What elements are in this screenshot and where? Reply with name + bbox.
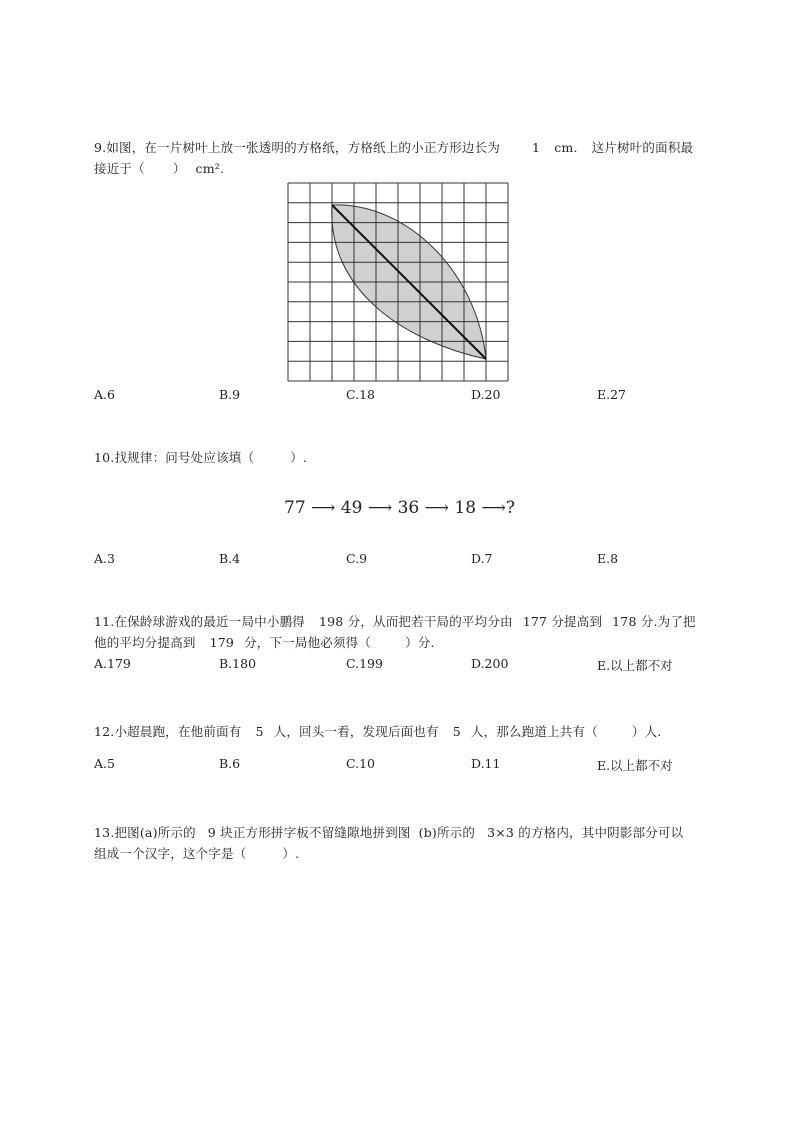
q11-text-f: 分，下一局他必须得（ bbox=[244, 635, 372, 650]
q13-text-f: ）. bbox=[282, 846, 300, 861]
q12-option-e[interactable]: E.以上都不对 bbox=[597, 758, 673, 773]
q12-text-e: 人，那么跑道上共有（ bbox=[470, 724, 598, 739]
q13-text-c: (b)所示的 bbox=[418, 825, 476, 840]
q12-option-b[interactable]: B.6 bbox=[219, 756, 241, 771]
q10-text: 10.找规律：问号处应该填（ bbox=[94, 450, 255, 465]
q10-text-end: ）. bbox=[290, 450, 308, 465]
q10-line bbox=[94, 447, 307, 468]
q9-side-length: 1 bbox=[532, 140, 541, 155]
q13-text-a: 13.把图(a)所示的 bbox=[94, 825, 196, 840]
q12-option-c[interactable]: C.10 bbox=[346, 756, 375, 771]
q9-text-tail: 这片树叶的面积最 bbox=[591, 140, 694, 155]
q9-option-e[interactable]: E.27 bbox=[597, 387, 627, 402]
q13-text-e: 组成一个汉字，这个字是（ bbox=[94, 846, 247, 861]
q10-option-e[interactable]: E.8 bbox=[597, 551, 619, 566]
q9-line1 bbox=[94, 137, 693, 158]
q11-option-a[interactable]: A.179 bbox=[94, 656, 131, 671]
q9-blank-close: ） bbox=[172, 161, 186, 176]
q9-text: 9.如图，在一片树叶上放一张透明的方格纸，方格纸上的小正方形边长为 bbox=[94, 140, 501, 155]
q9-option-d[interactable]: D.20 bbox=[471, 387, 501, 402]
q13-line2 bbox=[94, 843, 299, 864]
q12-option-a[interactable]: A.5 bbox=[94, 756, 115, 771]
q11-option-e[interactable]: E.以上都不对 bbox=[597, 658, 673, 673]
q11-text-g: ）分. bbox=[405, 635, 435, 650]
q12-front-count: 5 bbox=[255, 724, 264, 739]
q9-option-c[interactable]: C.18 bbox=[346, 387, 375, 402]
q12-option-d[interactable]: D.11 bbox=[471, 756, 501, 771]
q11-text-e: 他的平均分提高到 bbox=[94, 635, 196, 650]
q10-option-a[interactable]: A.3 bbox=[94, 551, 115, 566]
q9-option-a[interactable]: A.6 bbox=[94, 387, 115, 402]
q13-text-b: 9 块正方形拼字板不留缝隙地拼到图 bbox=[207, 825, 411, 840]
q9-option-b[interactable]: B.9 bbox=[219, 387, 241, 402]
q12-text-f: ）人. bbox=[631, 724, 662, 739]
q12-text-a: 12.小超晨跑，在他前面有 bbox=[94, 724, 242, 739]
q10-option-d[interactable]: D.7 bbox=[471, 551, 493, 566]
q9-line2 bbox=[94, 158, 224, 179]
q10-option-c[interactable]: C.9 bbox=[346, 551, 368, 566]
q12-text-c: 人，回头一看，发现后面也有 bbox=[273, 724, 439, 739]
q11-option-b[interactable]: B.180 bbox=[219, 656, 257, 671]
q11-text-b: 198 分，从而把若干局的平均分由 bbox=[318, 614, 513, 629]
q9-blank-open: 接近于（ bbox=[94, 161, 145, 176]
q11-line2 bbox=[94, 632, 435, 653]
q11-target-average: 179 bbox=[209, 635, 235, 650]
q11-text-a: 11.在保龄球游戏的最近一局中小鹏得 bbox=[94, 614, 305, 629]
q13-line1 bbox=[94, 822, 683, 843]
q9-unit: cm. bbox=[554, 140, 578, 155]
leaf-grid-figure bbox=[287, 182, 511, 384]
q11-text-c: 177 分提高到 bbox=[522, 614, 603, 629]
q12-line bbox=[94, 721, 662, 742]
q11-option-d[interactable]: D.200 bbox=[471, 656, 509, 671]
q13-text-d: 3×3 的方格内，其中阴影部分可以 bbox=[487, 825, 684, 840]
q11-option-c[interactable]: C.199 bbox=[346, 656, 383, 671]
q10-option-b[interactable]: B.4 bbox=[219, 551, 241, 566]
q9-area-unit: cm². bbox=[195, 161, 225, 176]
q10-sequence: 77 ⟶ 49 ⟶ 36 ⟶ 18 ⟶? bbox=[284, 498, 515, 518]
q11-line1 bbox=[94, 611, 696, 632]
q12-back-count: 5 bbox=[452, 724, 461, 739]
q11-text-d: 178 分.为了把 bbox=[612, 614, 696, 629]
